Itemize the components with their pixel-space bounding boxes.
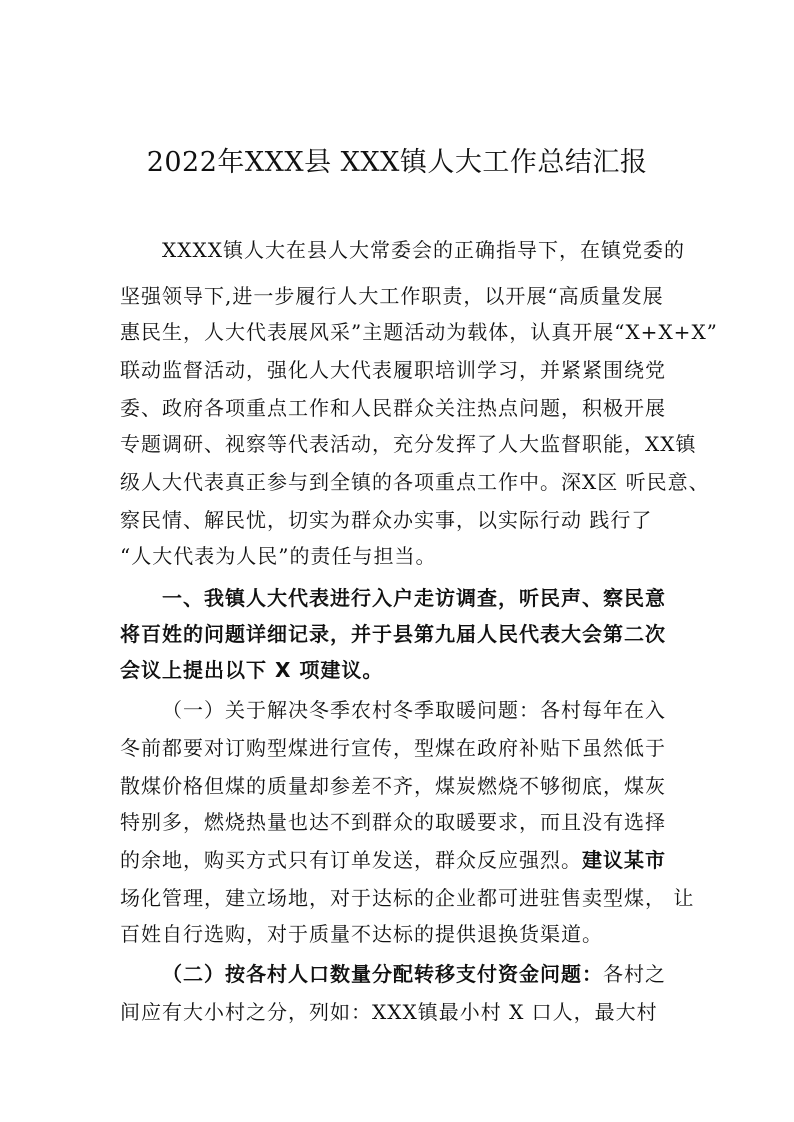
intro-line-1: XXXX镇人大在县人大常委会的正确指导下，在镇党委的	[162, 238, 685, 262]
item2-line-1	[162, 960, 666, 988]
item1-line-6: 场化管理，建立场地，对于达标的企业都可进驻售卖型煤， 让	[120, 886, 695, 910]
intro-line-5: 委、政府各项重点工作和人民群众关注热点问题，积极开展	[120, 396, 666, 420]
item1-line-2: 冬前都要对订购型煤进行宣传，型煤在政府补贴下虽然低于	[120, 736, 666, 760]
item1-line-1: （一）关于解决冬季农村冬季取暖问题：各村每年在入	[162, 698, 666, 722]
item2-heading-tail: 各村之	[603, 962, 666, 986]
item1-line-5-text: 的余地，购买方式只有订单发送，群众反应强烈。	[120, 848, 582, 872]
item1-line-5	[120, 846, 666, 874]
intro-line-9: “人大代表为人民”的责任与担当。	[120, 544, 437, 568]
intro-line-4: 联动监督活动，强化人大代表履职培训学习，并紧紧围绕党	[120, 358, 666, 382]
item1-line-5-bold: 建议某市	[582, 848, 666, 872]
intro-line-2: 坚强领导下,进一步履行人大工作职责，以开展“高质量发展	[120, 284, 664, 308]
document-title: 2022年XXX县 XXX镇人大工作总结汇报	[146, 147, 648, 178]
intro-line-3: 惠民生，人大代表展风采”主题活动为载体，认真开展“X+X+X”	[120, 320, 718, 344]
section1-line-3: 会议上提出以下 X 项建议。	[120, 658, 384, 682]
intro-line-6: 专题调研、视察等代表活动，充分发挥了人大监督职能，XX镇	[120, 432, 697, 456]
section1-line-2: 将百姓的问题详细记录，并于县第九届人民代表大会第二次	[120, 622, 666, 646]
intro-line-8: 察民情、解民忧，切实为群众办实事，以实际行动 践行了	[120, 508, 653, 532]
item2-heading: （二）按各村人口数量分配转移支付资金问题：	[162, 962, 603, 986]
item1-line-7: 百姓自行选购，对于质量不达标的提供退换货渠道。	[120, 922, 603, 946]
intro-line-7: 级人大代表真正参与到全镇的各项重点工作中。深X区 听民意、	[120, 470, 710, 494]
item1-line-4: 特别多，燃烧热量也达不到群众的取暖要求，而且没有选择	[120, 810, 666, 834]
section1-line-1: 一、我镇人大代表进行入户走访调查，听民声、察民意	[162, 586, 666, 610]
item1-line-3: 散煤价格但煤的质量却参差不齐，煤炭燃烧不够彻底，煤灰	[120, 774, 666, 798]
item2-line-2: 间应有大小村之分，列如：XXX镇最小村 X 口人，最大村	[120, 1000, 658, 1024]
